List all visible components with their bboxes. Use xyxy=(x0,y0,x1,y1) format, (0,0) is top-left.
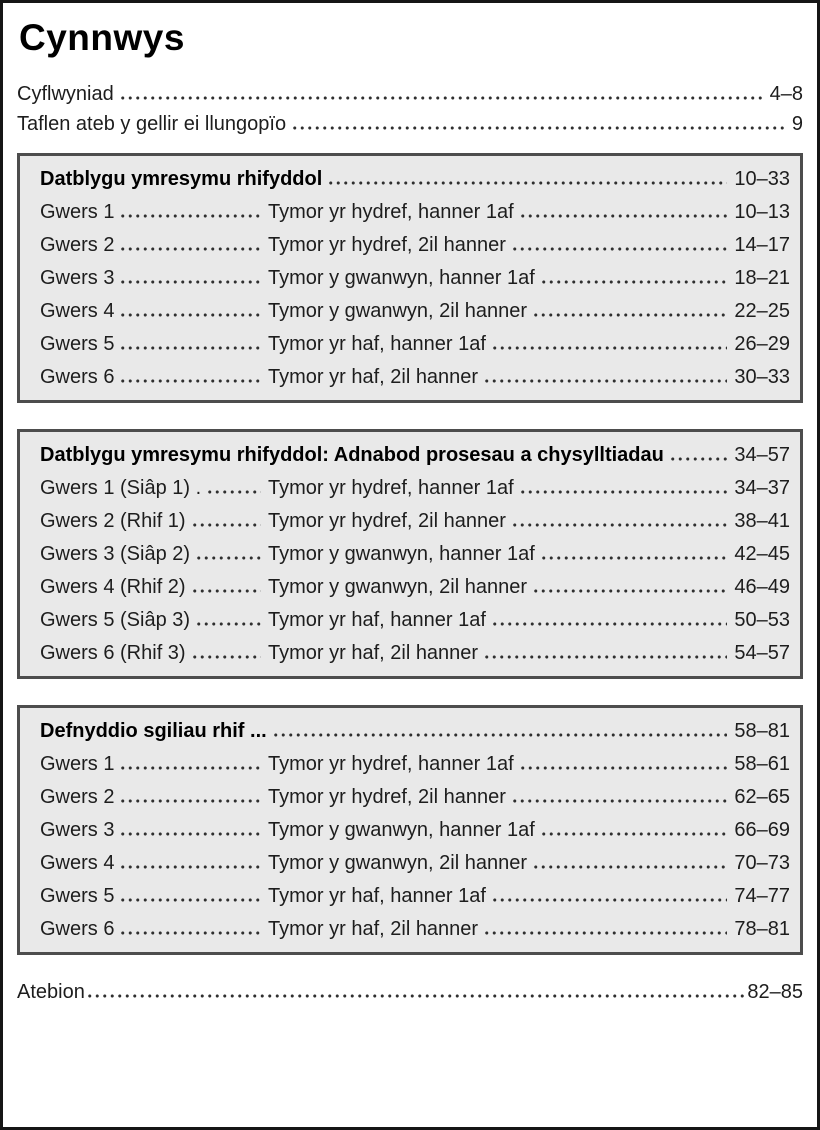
lesson-term: Tymor y gwanwyn, hanner 1af xyxy=(268,819,535,841)
dot-leader xyxy=(191,576,261,598)
section-pages: 34–57 xyxy=(734,444,790,466)
lesson-pages: 38–41 xyxy=(734,510,790,532)
lesson-row xyxy=(40,201,790,223)
dot-leader xyxy=(86,981,745,1003)
dot-leader xyxy=(119,819,261,841)
dot-leader xyxy=(483,366,727,388)
lesson-pages: 46–49 xyxy=(734,576,790,598)
lesson-row xyxy=(40,642,790,664)
lesson-col xyxy=(40,852,268,874)
toc-entry-row xyxy=(17,83,803,105)
lesson-pages: 50–53 xyxy=(734,609,790,631)
lesson-col xyxy=(40,642,268,664)
lesson-term: Tymor yr hydref, hanner 1af xyxy=(268,201,514,223)
dot-leader xyxy=(119,885,261,907)
toc-entry-label: Taflen ateb y gellir ei llungopïo xyxy=(17,113,287,135)
lesson-pages: 42–45 xyxy=(734,543,790,565)
dot-leader xyxy=(119,786,261,808)
toc-section-box xyxy=(17,705,803,955)
lesson-col xyxy=(40,819,268,841)
dot-leader xyxy=(540,267,728,289)
lesson-term: Tymor y gwanwyn, 2il hanner xyxy=(268,300,528,322)
lesson-label: Gwers 3 (Siâp 2) xyxy=(40,543,191,565)
toc-section-box xyxy=(17,429,803,679)
lesson-label: Gwers 5 xyxy=(40,333,115,355)
lesson-label: Gwers 4 (Rhif 2) xyxy=(40,576,186,598)
dot-leader xyxy=(519,753,728,775)
lesson-label: Gwers 2 xyxy=(40,786,115,808)
lesson-term: Tymor y gwanwyn, hanner 1af xyxy=(268,267,535,289)
section-heading-row xyxy=(40,168,790,190)
toc-entry-pages: 9 xyxy=(791,113,803,135)
lesson-col xyxy=(40,366,268,388)
lesson-label: Gwers 5 xyxy=(40,885,115,907)
dot-leader xyxy=(119,201,261,223)
lesson-pages: 30–33 xyxy=(734,366,790,388)
lesson-pages: 58–61 xyxy=(734,753,790,775)
lesson-label: Gwers 4 xyxy=(40,300,115,322)
dot-leader xyxy=(540,543,728,565)
dot-leader xyxy=(540,819,728,841)
lesson-label: Gwers 2 xyxy=(40,234,115,256)
section-heading: Datblygu ymresymu rhifyddol: Adnabod prosesau a chysylltiadau xyxy=(40,444,664,466)
dot-leader xyxy=(119,300,261,322)
lesson-term: Tymor yr haf, hanner 1af xyxy=(268,333,486,355)
lesson-label: Gwers 3 xyxy=(40,819,115,841)
lesson-pages: 70–73 xyxy=(734,852,790,874)
lesson-pages: 74–77 xyxy=(734,885,790,907)
lesson-term: Tymor yr hydref, 2il hanner xyxy=(268,234,506,256)
lesson-label: Gwers 6 xyxy=(40,918,115,940)
lesson-row xyxy=(40,609,790,631)
lesson-term: Tymor yr hydref, hanner 1af xyxy=(268,753,514,775)
lesson-pages: 62–65 xyxy=(734,786,790,808)
dot-leader xyxy=(511,510,728,532)
dot-leader xyxy=(119,333,261,355)
dot-leader xyxy=(532,300,727,322)
lesson-term: Tymor yr hydref, 2il hanner xyxy=(268,786,506,808)
intro-entries xyxy=(17,83,803,135)
section-lessons xyxy=(40,753,790,940)
toc-entry-row xyxy=(17,113,803,135)
lesson-pages: 10–13 xyxy=(734,201,790,223)
lesson-label: Gwers 6 (Rhif 3) xyxy=(40,642,186,664)
section-lessons xyxy=(40,201,790,388)
lesson-col xyxy=(40,477,268,499)
lesson-label: Gwers 5 (Siâp 3) xyxy=(40,609,191,631)
lesson-row xyxy=(40,234,790,256)
dot-leader xyxy=(669,444,728,466)
section-pages: 58–81 xyxy=(734,720,790,742)
toc-section-box xyxy=(17,153,803,403)
lesson-row xyxy=(40,918,790,940)
dot-leader xyxy=(291,113,785,135)
lesson-pages: 54–57 xyxy=(734,642,790,664)
lesson-term: Tymor y gwanwyn, 2il hanner xyxy=(268,576,528,598)
lesson-col xyxy=(40,201,268,223)
lesson-term: Tymor yr haf, 2il hanner xyxy=(268,642,479,664)
lesson-row xyxy=(40,576,790,598)
dot-leader xyxy=(119,366,261,388)
lesson-term: Tymor y gwanwyn, 2il hanner xyxy=(268,852,528,874)
lesson-pages: 18–21 xyxy=(734,267,790,289)
dot-leader xyxy=(119,852,261,874)
lesson-row xyxy=(40,477,790,499)
lesson-row xyxy=(40,885,790,907)
dot-leader xyxy=(532,852,727,874)
lesson-pages: 34–37 xyxy=(734,477,790,499)
lesson-label: Gwers 1 xyxy=(40,753,115,775)
section-heading-row xyxy=(40,444,790,466)
section-heading: Datblygu ymresymu rhifyddol xyxy=(40,168,323,190)
lesson-pages: 26–29 xyxy=(734,333,790,355)
lesson-row xyxy=(40,543,790,565)
toc-entry-pages: 4–8 xyxy=(769,83,803,105)
lesson-col xyxy=(40,786,268,808)
toc-entry-label: Cyflwyniad xyxy=(17,83,114,105)
dot-leader xyxy=(532,576,727,598)
lesson-col xyxy=(40,234,268,256)
section-lessons xyxy=(40,477,790,664)
lesson-term: Tymor yr hydref, hanner 1af xyxy=(268,477,514,499)
lesson-col xyxy=(40,510,268,532)
dot-leader xyxy=(519,477,728,499)
dot-leader xyxy=(119,83,763,105)
lesson-term: Tymor yr haf, hanner 1af xyxy=(268,609,486,631)
lesson-term: Tymor yr haf, hanner 1af xyxy=(268,885,486,907)
section-heading-row xyxy=(40,720,790,742)
lesson-row xyxy=(40,852,790,874)
lesson-label: Gwers 1 xyxy=(40,201,115,223)
lesson-row xyxy=(40,366,790,388)
lesson-row xyxy=(40,510,790,532)
section-heading: Defnyddio sgiliau rhif ... xyxy=(40,720,267,742)
page-title: Cynnwys xyxy=(19,17,185,58)
dot-leader xyxy=(519,201,728,223)
lesson-col xyxy=(40,333,268,355)
lesson-col xyxy=(40,609,268,631)
lesson-pages: 22–25 xyxy=(734,300,790,322)
dot-leader xyxy=(511,786,728,808)
dot-leader xyxy=(191,510,261,532)
lesson-col xyxy=(40,543,268,565)
dot-leader xyxy=(483,642,727,664)
lesson-term: Tymor y gwanwyn, hanner 1af xyxy=(268,543,535,565)
toc-sections xyxy=(17,153,803,955)
dot-leader xyxy=(191,642,261,664)
lesson-col xyxy=(40,576,268,598)
dot-leader xyxy=(511,234,728,256)
dot-leader xyxy=(119,753,261,775)
lesson-pages: 14–17 xyxy=(734,234,790,256)
dot-leader xyxy=(119,234,261,256)
lesson-label: Gwers 3 xyxy=(40,267,115,289)
dot-leader xyxy=(195,543,261,565)
lesson-row xyxy=(40,786,790,808)
lesson-term: Tymor yr haf, 2il hanner xyxy=(268,366,479,388)
dot-leader xyxy=(119,918,261,940)
lesson-row xyxy=(40,333,790,355)
lesson-col xyxy=(40,885,268,907)
lesson-col xyxy=(40,918,268,940)
section-pages: 10–33 xyxy=(734,168,790,190)
lesson-col xyxy=(40,267,268,289)
dot-leader xyxy=(491,885,727,907)
lesson-label: Gwers 4 xyxy=(40,852,115,874)
lesson-row xyxy=(40,267,790,289)
toc-entry-pages: 82–85 xyxy=(747,981,803,1003)
lesson-pages: 66–69 xyxy=(734,819,790,841)
dot-leader xyxy=(483,918,727,940)
lesson-row xyxy=(40,819,790,841)
lesson-col xyxy=(40,753,268,775)
lesson-col xyxy=(40,300,268,322)
dot-leader xyxy=(327,168,727,190)
lesson-label: Gwers 1 (Siâp 1) . xyxy=(40,477,202,499)
lesson-row xyxy=(40,300,790,322)
dot-leader xyxy=(491,333,727,355)
lesson-term: Tymor yr hydref, 2il hanner xyxy=(268,510,506,532)
lesson-term: Tymor yr haf, 2il hanner xyxy=(268,918,479,940)
dot-leader xyxy=(195,609,261,631)
lesson-label: Gwers 2 (Rhif 1) xyxy=(40,510,186,532)
dot-leader xyxy=(119,267,261,289)
lesson-row xyxy=(40,753,790,775)
toc-entry-label: Atebion xyxy=(17,981,85,1003)
lesson-pages: 78–81 xyxy=(734,918,790,940)
toc-entry-atebion xyxy=(17,981,803,1003)
dot-leader xyxy=(491,609,727,631)
dot-leader xyxy=(272,720,728,742)
lesson-label: Gwers 6 xyxy=(40,366,115,388)
dot-leader xyxy=(206,477,261,499)
